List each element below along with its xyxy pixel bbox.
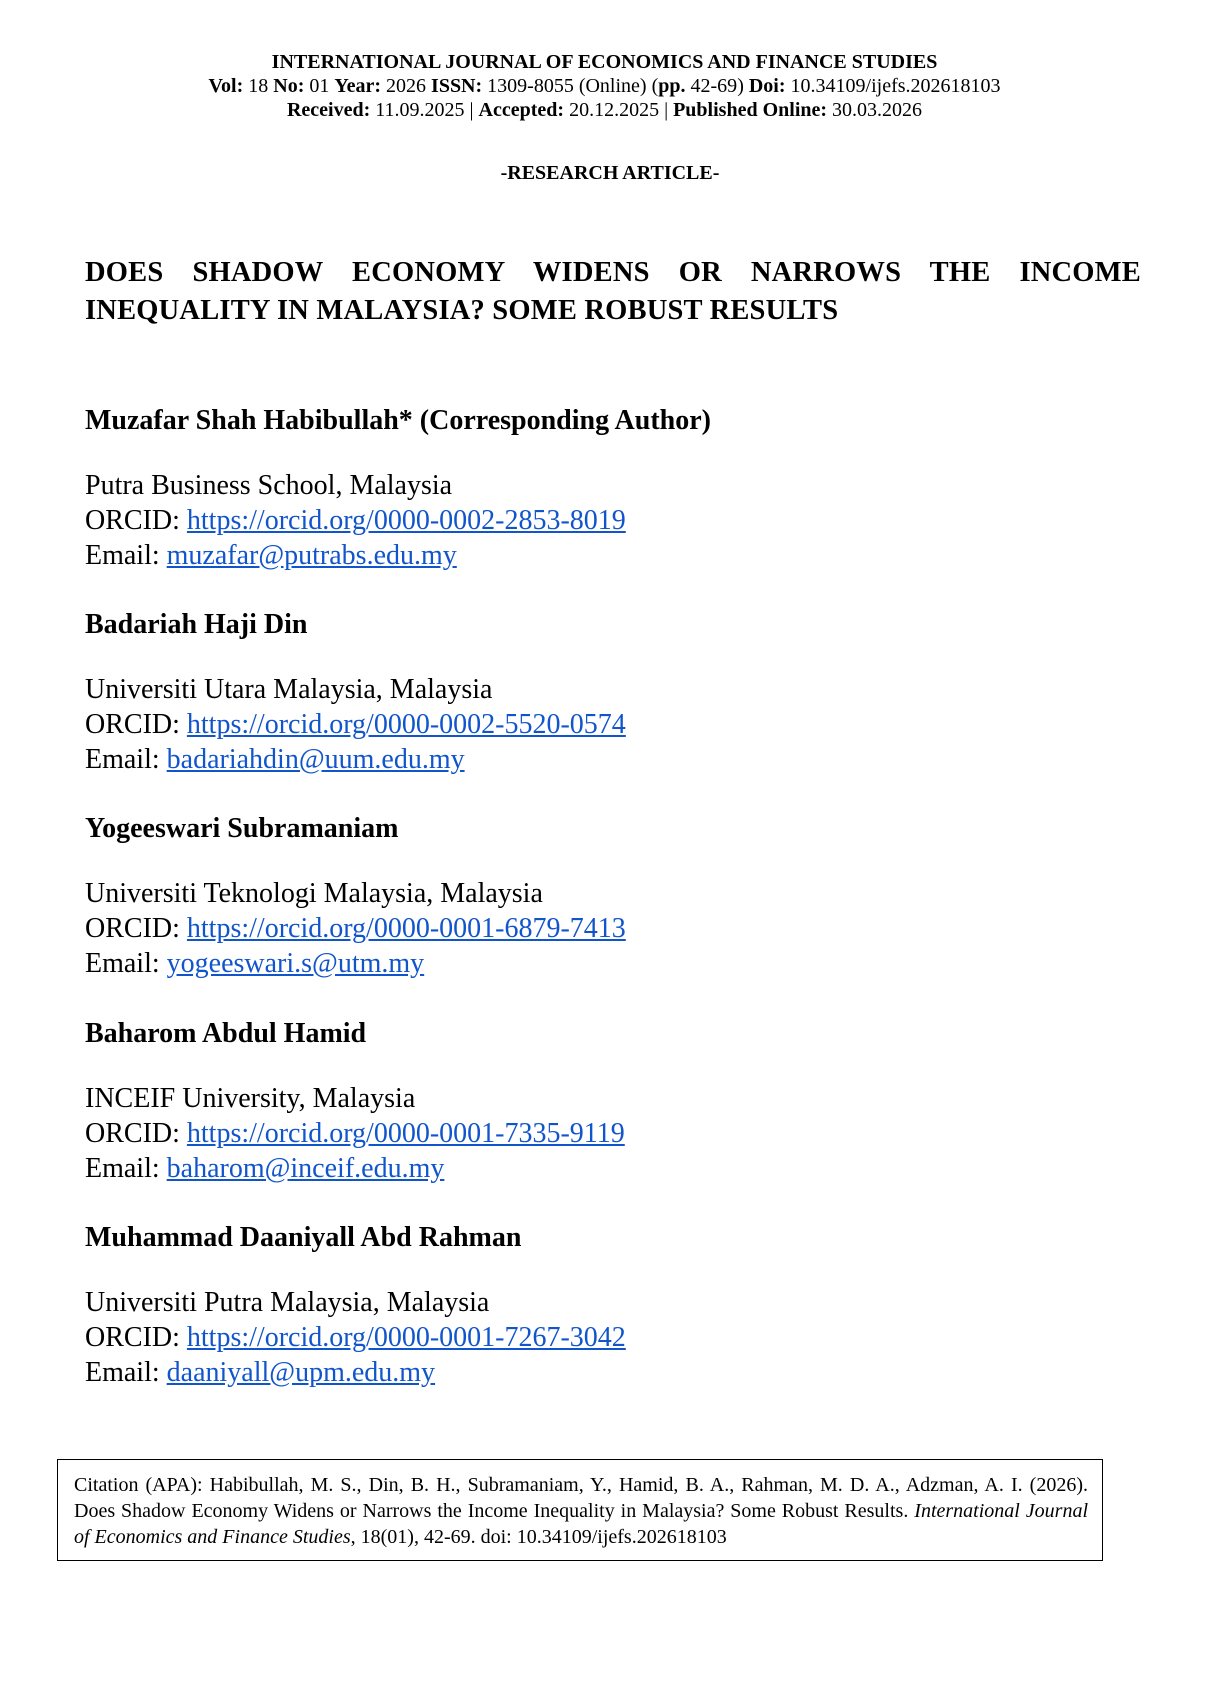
author-affiliation: Putra Business School, Malaysia (85, 470, 453, 501)
email-label: Email: (85, 540, 160, 571)
orcid-link[interactable]: https://orcid.org/0000-0001-7267-3042 (186, 1322, 626, 1353)
email-link[interactable]: baharom@inceif.edu.my (166, 1153, 445, 1184)
email-label: Email: (85, 744, 160, 775)
separator: | (664, 99, 669, 121)
author-orcid (85, 503, 1085, 538)
author-affiliation: INCEIF University, Malaysia (85, 1083, 416, 1114)
accepted-label: Accepted: (478, 99, 565, 121)
author-email (85, 742, 1085, 777)
citation-box (57, 1459, 1103, 1561)
orcid-link[interactable]: https://orcid.org/0000-0001-6879-7413 (186, 913, 626, 944)
no-label: No: (273, 75, 305, 97)
email-link[interactable]: daaniyall@upm.edu.my (166, 1357, 436, 1388)
email-link[interactable]: badariahdin@uum.edu.my (166, 744, 465, 775)
email-label: Email: (85, 1357, 160, 1388)
author-email (85, 1355, 1085, 1390)
author-email (85, 946, 1085, 981)
title-line-2: INEQUALITY IN MALAYSIA? SOME ROBUST RESULTS (85, 295, 839, 326)
orcid-label: ORCID: (85, 1118, 180, 1149)
author-name: Badariah Haji Din (85, 609, 308, 640)
issn-label: ISSN: (431, 75, 483, 97)
orcid-link[interactable]: https://orcid.org/0000-0002-2853-8019 (186, 505, 626, 536)
citation-journal: International Journal of Economics and Finance Studies (74, 1500, 1089, 1548)
title-line-1: DOES SHADOW ECONOMY WIDENS OR NARROWS THE INCOME (85, 257, 1141, 288)
author-info (85, 672, 1085, 777)
received-label: Received: (286, 99, 371, 121)
pp-open: ( (651, 75, 659, 97)
published-label: Published Online: (673, 99, 828, 121)
author-email (85, 1151, 1085, 1186)
author-affiliation: Universiti Putra Malaysia, Malaysia (85, 1287, 490, 1318)
accepted-value: 20.12.2025 (569, 99, 660, 121)
author-orcid (85, 911, 1085, 946)
author-block (85, 1018, 1085, 1186)
author-email (85, 538, 1085, 573)
author-orcid (85, 1116, 1085, 1151)
received-value: 11.09.2025 (375, 99, 465, 121)
author-affiliation: Universiti Teknologi Malaysia, Malaysia (85, 878, 543, 909)
published-value: 30.03.2026 (832, 99, 923, 121)
email-label: Email: (85, 948, 160, 979)
pp-label: pp. (658, 75, 686, 97)
pp-value: 42-69 (690, 75, 738, 97)
doi-value: 10.34109/ijefs.202618103 (790, 75, 1001, 97)
author-info (85, 468, 1085, 573)
citation-suffix: , 18(01), 42-69. doi: 10.34109/ijefs.202618103 (350, 1526, 727, 1548)
orcid-label: ORCID: (85, 913, 180, 944)
author-name: Muhammad Daaniyall Abd Rahman (85, 1222, 522, 1253)
vol-value: 18 (248, 75, 269, 97)
email-label: Email: (85, 1153, 160, 1184)
author-block (85, 1222, 1085, 1390)
journal-header (0, 50, 1209, 122)
journal-name: INTERNATIONAL JOURNAL OF ECONOMICS AND FINANCE STUDIES (271, 51, 938, 73)
author-affiliation: Universiti Utara Malaysia, Malaysia (85, 674, 493, 705)
year-label: Year: (334, 75, 382, 97)
year-value: 2026 (386, 75, 427, 97)
orcid-link[interactable]: https://orcid.org/0000-0001-7335-9119 (186, 1118, 625, 1149)
author-info (85, 1081, 1085, 1186)
author-orcid (85, 707, 1085, 742)
no-value: 01 (309, 75, 330, 97)
orcid-label: ORCID: (85, 709, 180, 740)
author-block (85, 405, 1085, 573)
author-orcid (85, 1320, 1085, 1355)
pp-close: ) (737, 75, 744, 97)
author-info (85, 1285, 1085, 1390)
author-name: Baharom Abdul Hamid (85, 1018, 367, 1049)
author-info (85, 876, 1085, 981)
doi-label: Doi: (748, 75, 786, 97)
citation-text: Citation (APA): Habibullah, M. S., Din, B. H., Subramaniam, Y., Hamid, B. A., Rahman, M. D. A., Adzman, A. I. (2026). Does Shadow Economy Widens or Narrows the Income Inequality in Malaysia? Some Robust Results. (74, 1474, 1088, 1522)
email-link[interactable]: muzafar@putrabs.edu.my (166, 540, 457, 571)
paper-title (85, 254, 1141, 330)
issue-info (0, 74, 1209, 98)
separator: | (469, 99, 474, 121)
orcid-link[interactable]: https://orcid.org/0000-0002-5520-0574 (186, 709, 626, 740)
issn-value: 1309-8055 (Online) (487, 75, 647, 97)
email-link[interactable]: yogeeswari.s@utm.my (166, 948, 425, 979)
author-name: Muzafar Shah Habibullah* (Corresponding Author) (85, 405, 711, 436)
article-type: -RESEARCH ARTICLE- (500, 162, 720, 184)
dates-info (0, 98, 1209, 122)
author-block (85, 609, 1085, 777)
vol-label: Vol: (208, 75, 244, 97)
orcid-label: ORCID: (85, 505, 180, 536)
author-name: Yogeeswari Subramaniam (85, 813, 399, 844)
orcid-label: ORCID: (85, 1322, 180, 1353)
author-block (85, 813, 1085, 981)
